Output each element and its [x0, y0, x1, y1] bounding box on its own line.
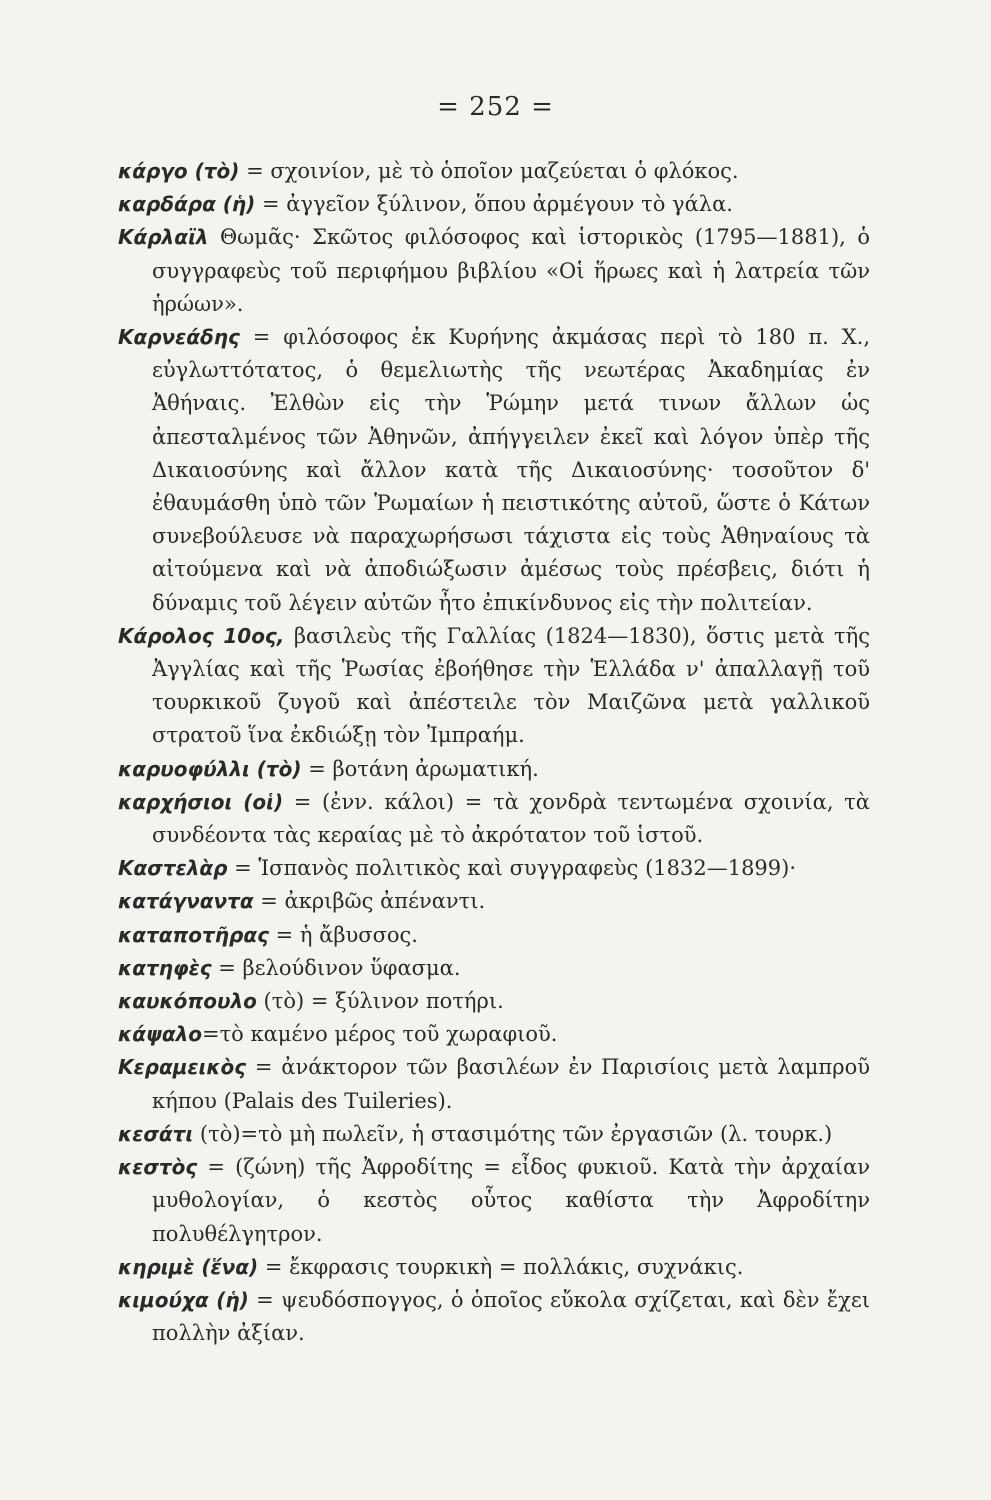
definition: = ἀγγεῖον ξύλινον, ὅπου ἀρμέγουν τὸ γάλα. — [255, 192, 733, 217]
headword: κεστὸς — [118, 1155, 198, 1180]
definition: = βοτάνη ἀρωματική. — [301, 756, 539, 781]
entry — [118, 221, 870, 321]
definition: = ἀκριβῶς ἀπέναντι. — [253, 889, 486, 914]
entry — [118, 1118, 870, 1151]
entry — [118, 919, 870, 952]
definition: (τὸ)=τὸ μὴ πωλεῖν, ἡ στασιμότης τῶν ἐργασιῶν (λ. τουρκ.) — [193, 1121, 833, 1146]
headword: καρδάρα (ἡ) — [118, 192, 256, 217]
definition: = (ἐνν. κάλοι) = τὰ χονδρὰ τεντωμένα σχοινία, τὰ συνδέοντα τὰς κεραίας μὲ τὸ ἀκρότατον τοῦ ἱστοῦ. — [152, 789, 870, 848]
definition: = ψευδόσπογγος, ὁ ὁποῖος εὔκολα σχίζεται, καὶ δὲν ἔχει πολλὴν ἀξίαν. — [152, 1287, 870, 1346]
entry — [118, 885, 870, 918]
headword: Καστελὰρ — [118, 856, 228, 881]
headword: καρυοφύλλι (τὸ) — [118, 756, 302, 781]
headword: κατάγναντα — [118, 889, 254, 914]
headword: κηριμὲ (ἕνα) — [118, 1254, 259, 1279]
definition: =τὸ καμένο μέρος τοῦ χωραφιοῦ. — [201, 1022, 558, 1047]
definition: βασιλεὺς τῆς Γαλλίας (1824—1830), ὅστις μετὰ τῆς Ἀγγλίας καὶ τῆς Ῥωσίας ἐβοήθησε τὴν Ἑλλάδα ν' ἀπαλλαγῇ τοῦ τουρκικοῦ ζυγοῦ καὶ ἀπέστειλε τὸν Μαιζῶνα μετὰ γαλλικοῦ στρατοῦ ἵνα ἐκδιώξῃ τὸν Ἰμπραήμ. — [152, 623, 870, 748]
entry — [118, 620, 870, 753]
definition: = φιλόσοφος ἐκ Κυρήνης ἀκμάσας περὶ τὸ 180 π. Χ., εὐγλωττότατος, ὁ θεμελιωτὴς τῆς νεωτέρας Ἀκαδημίας ἐν Ἀθήναις. Ἐλθὼν εἰς τὴν Ῥώμην μετά τινων ἄλλων ὡς ἀπεσταλμένος τῶν Ἀθηνῶν, ἀπήγγειλεν ἐκεῖ καὶ λόγον ὑπὲρ τῆς Δικαιοσύνης καὶ ἄλλον κατὰ τῆς Δικαιοσύνης· τοσοῦτον δ' ἐθαυμάσθη ὑπὸ τῶν Ῥωμαίων ἡ πειστικότης αὐτοῦ, ὥστε ὁ Κάτων συνεβούλευσε νὰ παραχωρήσωσι τάχιστα εἰς τοὺς Ἀθηναίους τὰ αἰτούμενα καὶ νὰ ἀποδιώξωσιν ἀμέσως τοὺς πρέσβεις, διότι ἡ δύναμις τοῦ λέγειν αὐτῶν ἦτο ἐπικίνδυνος εἰς τὴν πολιτείαν. — [152, 325, 870, 615]
headword: Καρνεάδης — [118, 325, 240, 350]
entry — [118, 1151, 870, 1251]
definition: = σχοινίον, μὲ τὸ ὁποῖον μαζεύεται ὁ φλόκος. — [239, 159, 739, 183]
entry — [118, 952, 870, 985]
definition: Θωμᾶς· Σκῶτος φιλόσοφος καὶ ἱστορικὸς (1795—1881), ὁ συγγραφεὺς τοῦ περιφήμου βιβλίου «Οἱ ἥρωες καὶ ἡ λατρεία τῶν ἡρώων». — [152, 225, 870, 316]
entry — [118, 852, 870, 885]
entry-list — [118, 155, 870, 1350]
headword: κατηφὲς — [118, 955, 212, 980]
definition: = βελούδινον ὕφασμα. — [211, 955, 461, 980]
definition: (τὸ) = ξύλινον ποτήρι. — [256, 989, 504, 1014]
headword: κάψαλο — [118, 1022, 202, 1047]
headword: κιμούχα (ἡ) — [118, 1287, 249, 1312]
entry — [118, 1251, 870, 1284]
headword: καταποτῆρας — [118, 922, 269, 947]
entry — [118, 188, 870, 221]
headword: κεσάτι — [118, 1121, 194, 1146]
headword: κάργο (τὸ) — [118, 159, 240, 183]
headword: Κεραμεικὸς — [118, 1055, 247, 1080]
entry — [118, 753, 870, 786]
entry — [118, 155, 870, 188]
entry — [118, 1051, 870, 1117]
definition: = ἡ ἄβυσσος. — [268, 922, 418, 947]
entry — [118, 1018, 870, 1051]
definition: = ἀνάκτορον τῶν βασιλέων ἐν Παρισίοις μετὰ λαμπροῦ κήπου (Palais des Tuileries). — [152, 1055, 870, 1113]
headword: καρχήσιοι (οἱ) — [118, 789, 284, 814]
entry — [118, 786, 870, 852]
definition: = Ἱσπανὸς πολιτικὸς καὶ συγγραφεὺς (1832—1899)· — [227, 856, 797, 881]
headword: καυκόπουλο — [118, 989, 257, 1014]
definition: = ἔκφρασις τουρκικὴ = πολλάκις, συχνάκις. — [258, 1254, 744, 1279]
headword: Κάρολος 10ος, — [118, 623, 285, 648]
definition: = (ζώνη) τῆς Ἀφροδίτης = εἶδος φυκιοῦ. Κατὰ τὴν ἀρχαίαν μυθολογίαν, ὁ κεστὸς οὗτος καθίστα τὴν Ἀφροδίτην πολυθέλγητρον. — [152, 1155, 870, 1246]
entry — [118, 1284, 870, 1350]
entry — [118, 321, 870, 620]
entry — [118, 985, 870, 1018]
headword: Κάρλαϊλ — [118, 225, 209, 250]
page-number: = 252 = — [437, 92, 554, 122]
